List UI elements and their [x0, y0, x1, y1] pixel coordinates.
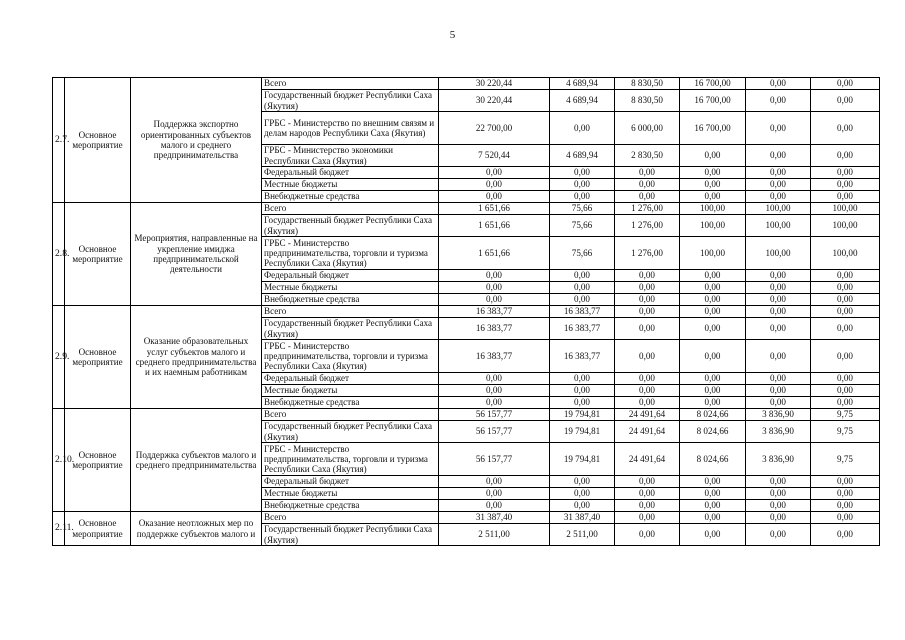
amount-cell: 0,00 [811, 397, 880, 409]
amount-cell: 100,00 [746, 237, 811, 270]
funding-source: ГРБС - Министерство предпринимательства, торговли и туризма Республики Саха (Якутия) [262, 443, 439, 476]
funding-source: ГРБС - Министерство экономики Республики Саха (Якутия) [262, 145, 439, 167]
funding-source: Местные бюджеты [262, 179, 439, 191]
amount-cell: 0,00 [811, 145, 880, 167]
amount-cell: 0,00 [615, 500, 680, 512]
amount-cell: 19 794,81 [550, 421, 615, 443]
amount-cell: 0,00 [615, 476, 680, 488]
amount-cell: 0,00 [811, 524, 880, 546]
amount-cell: 0,00 [746, 294, 811, 306]
amount-cell: 0,00 [615, 385, 680, 397]
funding-source: Государственный бюджет Республики Саха (Якутия) [262, 90, 439, 112]
funding-source: ГРБС - Министерство предпринимательства, торговли и туризма Республики Саха (Якутия) [262, 340, 439, 373]
amount-cell: 2 511,00 [439, 524, 550, 546]
amount-cell: 0,00 [811, 476, 880, 488]
section-number: 2.11. [53, 512, 65, 546]
section-number: 2.7. [53, 78, 65, 203]
amount-cell: 0,00 [615, 524, 680, 546]
amount-cell: 1 651,66 [439, 215, 550, 237]
amount-cell: 0,00 [680, 488, 746, 500]
amount-cell: 0,00 [615, 282, 680, 294]
funding-source: Местные бюджеты [262, 282, 439, 294]
amount-cell: 0,00 [550, 294, 615, 306]
amount-cell: 1 276,00 [615, 215, 680, 237]
section-name: Мероприятия, направленные на укрепление имиджа предпринимательской деятельности [131, 203, 262, 306]
amount-cell: 0,00 [439, 476, 550, 488]
amount-cell: 100,00 [680, 215, 746, 237]
amount-cell: 0,00 [615, 488, 680, 500]
amount-cell: 0,00 [811, 112, 880, 145]
amount-cell: 0,00 [550, 112, 615, 145]
section-type: Основное мероприятие [65, 78, 131, 203]
amount-cell: 8 024,66 [680, 443, 746, 476]
amount-cell: 0,00 [811, 373, 880, 385]
amount-cell: 0,00 [615, 270, 680, 282]
funding-source: Государственный бюджет Республики Саха (Якутия) [262, 318, 439, 340]
amount-cell: 100,00 [680, 203, 746, 215]
amount-cell: 0,00 [811, 306, 880, 318]
amount-cell: 0,00 [439, 167, 550, 179]
amount-cell: 19 794,81 [550, 409, 615, 421]
amount-cell: 0,00 [550, 488, 615, 500]
amount-cell: 1 651,66 [439, 203, 550, 215]
amount-cell: 0,00 [746, 488, 811, 500]
amount-cell: 16 700,00 [680, 112, 746, 145]
budget-table [52, 77, 880, 546]
section-number: 2.10. [53, 409, 65, 512]
funding-source: Всего [262, 306, 439, 318]
amount-cell: 30 220,44 [439, 78, 550, 90]
funding-source: Всего [262, 78, 439, 90]
amount-cell: 31 387,40 [439, 512, 550, 524]
amount-cell: 4 689,94 [550, 145, 615, 167]
amount-cell: 8 830,50 [615, 78, 680, 90]
amount-cell: 0,00 [439, 373, 550, 385]
amount-cell: 0,00 [746, 270, 811, 282]
section-number: 2.9. [53, 306, 65, 409]
amount-cell: 0,00 [680, 179, 746, 191]
amount-cell: 75,66 [550, 215, 615, 237]
amount-cell: 0,00 [811, 90, 880, 112]
amount-cell: 0,00 [439, 270, 550, 282]
amount-cell: 56 157,77 [439, 409, 550, 421]
amount-cell: 0,00 [746, 167, 811, 179]
amount-cell: 100,00 [811, 215, 880, 237]
amount-cell: 9,75 [811, 421, 880, 443]
amount-cell: 9,75 [811, 409, 880, 421]
amount-cell: 0,00 [439, 191, 550, 203]
amount-cell: 24 491,64 [615, 409, 680, 421]
amount-cell: 6 000,00 [615, 112, 680, 145]
amount-cell: 0,00 [811, 179, 880, 191]
amount-cell: 16 383,77 [439, 318, 550, 340]
amount-cell: 0,00 [746, 112, 811, 145]
amount-cell: 0,00 [811, 78, 880, 90]
amount-cell: 16 383,77 [439, 306, 550, 318]
amount-cell: 0,00 [746, 373, 811, 385]
amount-cell: 0,00 [615, 167, 680, 179]
table-row [53, 306, 880, 318]
amount-cell: 0,00 [811, 385, 880, 397]
amount-cell: 0,00 [811, 500, 880, 512]
amount-cell: 0,00 [746, 179, 811, 191]
amount-cell: 0,00 [615, 373, 680, 385]
amount-cell: 1 651,66 [439, 237, 550, 270]
amount-cell: 0,00 [746, 340, 811, 373]
amount-cell: 0,00 [746, 191, 811, 203]
amount-cell: 31 387,40 [550, 512, 615, 524]
amount-cell: 0,00 [680, 145, 746, 167]
amount-cell: 0,00 [746, 500, 811, 512]
amount-cell: 0,00 [811, 191, 880, 203]
amount-cell: 0,00 [550, 282, 615, 294]
amount-cell: 0,00 [746, 318, 811, 340]
amount-cell: 22 700,00 [439, 112, 550, 145]
amount-cell: 0,00 [746, 282, 811, 294]
amount-cell: 0,00 [680, 476, 746, 488]
amount-cell: 100,00 [680, 237, 746, 270]
amount-cell: 2 830,50 [615, 145, 680, 167]
funding-source: Местные бюджеты [262, 385, 439, 397]
funding-source: Государственный бюджет Республики Саха (Якутия) [262, 421, 439, 443]
amount-cell: 16 383,77 [550, 306, 615, 318]
amount-cell: 0,00 [680, 340, 746, 373]
amount-cell: 16 383,77 [439, 340, 550, 373]
funding-source: Федеральный бюджет [262, 476, 439, 488]
section-type: Основное мероприятие [65, 306, 131, 409]
amount-cell: 2 511,00 [550, 524, 615, 546]
section-name: Оказание неотложных мер по поддержке субъектов малого и [131, 512, 262, 546]
amount-cell: 8 024,66 [680, 409, 746, 421]
amount-cell: 0,00 [615, 318, 680, 340]
funding-source: Всего [262, 512, 439, 524]
funding-source: Государственный бюджет Республики Саха (Якутия) [262, 215, 439, 237]
amount-cell: 0,00 [615, 179, 680, 191]
amount-cell: 0,00 [746, 512, 811, 524]
amount-cell: 0,00 [746, 385, 811, 397]
amount-cell: 16 383,77 [550, 340, 615, 373]
amount-cell: 0,00 [680, 385, 746, 397]
amount-cell: 1 276,00 [615, 203, 680, 215]
amount-cell: 0,00 [811, 294, 880, 306]
table-row [53, 78, 880, 90]
funding-source: Местные бюджеты [262, 488, 439, 500]
amount-cell: 0,00 [439, 282, 550, 294]
amount-cell: 3 836,90 [746, 409, 811, 421]
amount-cell: 8 830,50 [615, 90, 680, 112]
amount-cell: 0,00 [550, 167, 615, 179]
amount-cell: 0,00 [439, 397, 550, 409]
amount-cell: 0,00 [746, 78, 811, 90]
amount-cell: 0,00 [680, 306, 746, 318]
amount-cell: 0,00 [811, 282, 880, 294]
amount-cell: 8 024,66 [680, 421, 746, 443]
amount-cell: 0,00 [680, 524, 746, 546]
amount-cell: 4 689,94 [550, 78, 615, 90]
page-number: 5 [449, 29, 456, 41]
amount-cell: 0,00 [550, 179, 615, 191]
amount-cell: 0,00 [680, 191, 746, 203]
amount-cell: 4 689,94 [550, 90, 615, 112]
amount-cell: 0,00 [811, 512, 880, 524]
section-type: Основное мероприятие [65, 512, 131, 546]
amount-cell: 16 700,00 [680, 78, 746, 90]
amount-cell: 0,00 [550, 476, 615, 488]
amount-cell: 0,00 [680, 373, 746, 385]
amount-cell: 30 220,44 [439, 90, 550, 112]
amount-cell: 9,75 [811, 443, 880, 476]
amount-cell: 0,00 [550, 270, 615, 282]
amount-cell: 0,00 [680, 397, 746, 409]
funding-source: ГРБС - Министерство по внешним связям и делам народов Республики Саха (Якутия) [262, 112, 439, 145]
amount-cell: 0,00 [811, 340, 880, 373]
section-name: Поддержка экспортно ориентированных субъектов малого и среднего предпринимательства [131, 78, 262, 203]
amount-cell: 0,00 [615, 512, 680, 524]
amount-cell: 0,00 [550, 385, 615, 397]
amount-cell: 0,00 [680, 318, 746, 340]
amount-cell: 0,00 [550, 373, 615, 385]
amount-cell: 0,00 [680, 270, 746, 282]
funding-source: Государственный бюджет Республики Саха (Якутия) [262, 524, 439, 546]
amount-cell: 7 520,44 [439, 145, 550, 167]
funding-source: Всего [262, 203, 439, 215]
amount-cell: 0,00 [550, 397, 615, 409]
amount-cell: 1 276,00 [615, 237, 680, 270]
amount-cell: 0,00 [811, 488, 880, 500]
amount-cell: 100,00 [811, 237, 880, 270]
funding-source: Всего [262, 409, 439, 421]
amount-cell: 24 491,64 [615, 421, 680, 443]
funding-source: Федеральный бюджет [262, 270, 439, 282]
amount-cell: 0,00 [615, 191, 680, 203]
amount-cell: 0,00 [746, 90, 811, 112]
amount-cell: 0,00 [680, 294, 746, 306]
amount-cell: 0,00 [615, 306, 680, 318]
amount-cell: 0,00 [680, 167, 746, 179]
section-number: 2.8. [53, 203, 65, 306]
section-name: Поддержка субъектов малого и среднего предпринимательства [131, 409, 262, 512]
amount-cell: 56 157,77 [439, 443, 550, 476]
amount-cell: 100,00 [746, 215, 811, 237]
section-type: Основное мероприятие [65, 409, 131, 512]
amount-cell: 0,00 [615, 340, 680, 373]
amount-cell: 0,00 [680, 282, 746, 294]
table-row [53, 512, 880, 524]
amount-cell: 0,00 [680, 500, 746, 512]
amount-cell: 75,66 [550, 237, 615, 270]
amount-cell: 0,00 [439, 179, 550, 191]
amount-cell: 0,00 [746, 397, 811, 409]
amount-cell: 16 700,00 [680, 90, 746, 112]
amount-cell: 0,00 [811, 167, 880, 179]
funding-source: Внебюджетные средства [262, 191, 439, 203]
amount-cell: 0,00 [615, 397, 680, 409]
amount-cell: 0,00 [439, 385, 550, 397]
table-row [53, 203, 880, 215]
funding-source: Внебюджетные средства [262, 397, 439, 409]
amount-cell: 16 383,77 [550, 318, 615, 340]
amount-cell: 0,00 [746, 145, 811, 167]
amount-cell: 3 836,90 [746, 421, 811, 443]
amount-cell: 0,00 [680, 512, 746, 524]
table-row [53, 409, 880, 421]
amount-cell: 0,00 [439, 488, 550, 500]
section-type: Основное мероприятие [65, 203, 131, 306]
funding-source: Федеральный бюджет [262, 373, 439, 385]
section-name: Оказание образовательных услуг субъектов малого и среднего предпринимательства и их наемным работникам [131, 306, 262, 409]
amount-cell: 75,66 [550, 203, 615, 215]
amount-cell: 0,00 [550, 500, 615, 512]
amount-cell: 100,00 [811, 203, 880, 215]
amount-cell: 0,00 [439, 500, 550, 512]
amount-cell: 56 157,77 [439, 421, 550, 443]
funding-source: Федеральный бюджет [262, 167, 439, 179]
amount-cell: 0,00 [746, 476, 811, 488]
amount-cell: 0,00 [811, 270, 880, 282]
amount-cell: 100,00 [746, 203, 811, 215]
funding-source: ГРБС - Министерство предпринимательства, торговли и туризма Республики Саха (Якутия) [262, 237, 439, 270]
amount-cell: 19 794,81 [550, 443, 615, 476]
amount-cell: 0,00 [439, 294, 550, 306]
amount-cell: 0,00 [811, 318, 880, 340]
amount-cell: 0,00 [615, 294, 680, 306]
amount-cell: 3 836,90 [746, 443, 811, 476]
amount-cell: 0,00 [550, 191, 615, 203]
amount-cell: 0,00 [746, 306, 811, 318]
funding-source: Внебюджетные средства [262, 500, 439, 512]
amount-cell: 0,00 [746, 524, 811, 546]
amount-cell: 24 491,64 [615, 443, 680, 476]
funding-source: Внебюджетные средства [262, 294, 439, 306]
